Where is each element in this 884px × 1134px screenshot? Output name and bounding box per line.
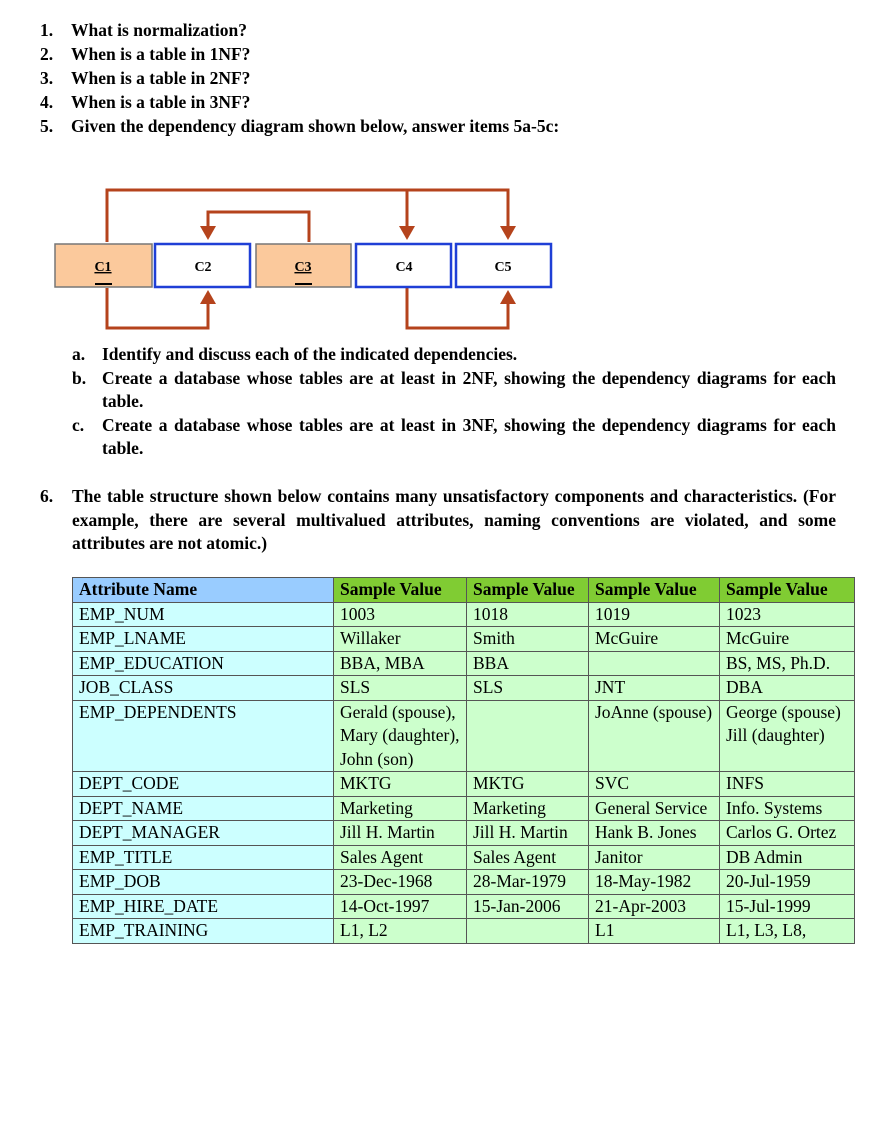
sample-value-cell: Gerald (spouse), Mary (daughter), John (son) bbox=[334, 700, 467, 772]
attribute-name-cell: EMP_LNAME bbox=[73, 627, 334, 652]
sample-value-cell: Sales Agent bbox=[467, 845, 589, 870]
table-row bbox=[73, 627, 855, 652]
attribute-name-cell: DEPT_NAME bbox=[73, 796, 334, 821]
sample-value-cell: SVC bbox=[589, 772, 720, 797]
question-number: 4. bbox=[40, 92, 54, 112]
table-row bbox=[73, 651, 855, 676]
sample-value-cell: L1, L3, L8, bbox=[720, 919, 855, 944]
question-number: 5. bbox=[40, 116, 54, 136]
attribute-name-cell: EMP_TRAINING bbox=[73, 919, 334, 944]
cell-label-c3: C3 bbox=[294, 260, 312, 275]
sample-value-cell: Janitor bbox=[589, 845, 720, 870]
sample-value-cell: Willaker bbox=[334, 627, 467, 652]
sample-value-cell: 18-May-1982 bbox=[589, 870, 720, 895]
sample-value-cell: Marketing bbox=[334, 796, 467, 821]
attribute-name-cell: EMP_DOB bbox=[73, 870, 334, 895]
column-header: Attribute Name bbox=[73, 578, 334, 603]
sample-value-cell: 1003 bbox=[334, 602, 467, 627]
attribute-table bbox=[72, 577, 855, 944]
sample-value-cell bbox=[467, 700, 589, 772]
column-header: Sample Value bbox=[720, 578, 855, 603]
sample-value-cell: MKTG bbox=[467, 772, 589, 797]
sample-value-cell: 28-Mar-1979 bbox=[467, 870, 589, 895]
question-text: When is a table in 1NF? bbox=[71, 44, 251, 64]
column-header: Sample Value bbox=[589, 578, 720, 603]
table-row bbox=[73, 821, 855, 846]
column-header: Sample Value bbox=[467, 578, 589, 603]
cell-label-c1: C1 bbox=[94, 260, 112, 275]
attribute-name-cell: EMP_NUM bbox=[73, 602, 334, 627]
sample-value-cell bbox=[589, 651, 720, 676]
sample-value-cell: George (spouse) Jill (daughter) bbox=[720, 700, 855, 772]
table-row bbox=[73, 602, 855, 627]
table-row bbox=[73, 676, 855, 701]
attribute-name-cell: DEPT_MANAGER bbox=[73, 821, 334, 846]
attribute-name-cell: JOB_CLASS bbox=[73, 676, 334, 701]
table-header-row bbox=[73, 578, 855, 603]
sample-value-cell: Jill H. Martin bbox=[467, 821, 589, 846]
sample-value-cell: DB Admin bbox=[720, 845, 855, 870]
sample-value-cell: Marketing bbox=[467, 796, 589, 821]
sample-value-cell: 1018 bbox=[467, 602, 589, 627]
attribute-name-cell: DEPT_CODE bbox=[73, 772, 334, 797]
sub-item-text: Create a database whose tables are at least in 2NF, showing the dependency diagrams for each table. bbox=[102, 367, 836, 411]
sample-value-cell: 1023 bbox=[720, 602, 855, 627]
sample-value-cell: McGuire bbox=[720, 627, 855, 652]
dependency-diagram bbox=[0, 0, 884, 340]
question-text: Given the dependency diagram shown below, answer items 5a-5c: bbox=[71, 116, 560, 136]
sample-value-cell: Jill H. Martin bbox=[334, 821, 467, 846]
sample-value-cell: 23-Dec-1968 bbox=[334, 870, 467, 895]
sample-value-cell: BS, MS, Ph.D. bbox=[720, 651, 855, 676]
sample-value-cell: Sales Agent bbox=[334, 845, 467, 870]
question-text: What is normalization? bbox=[71, 20, 247, 40]
cell-label-c2: C2 bbox=[194, 260, 212, 275]
sample-value-cell: JoAnne (spouse) bbox=[589, 700, 720, 772]
arrowhead-c2-bottom bbox=[200, 290, 216, 304]
arrow-c1-to-c2-partial bbox=[107, 288, 208, 328]
arrow-c3-to-c5-transitive bbox=[407, 288, 508, 328]
table-row bbox=[73, 870, 855, 895]
question-6 bbox=[40, 485, 836, 556]
sample-value-cell bbox=[467, 919, 589, 944]
sample-value-cell: 21-Apr-2003 bbox=[589, 894, 720, 919]
arrow-c3-to-c2 bbox=[208, 212, 309, 242]
sample-value-cell: BBA, MBA bbox=[334, 651, 467, 676]
sample-value-cell: Info. Systems bbox=[720, 796, 855, 821]
question-text: The table structure shown below contains many unsatisfactory components and characteristics. (For example, there are several multivalued attributes, naming conventions are violated, and some attributes are not atomic.) bbox=[72, 486, 836, 553]
sample-value-cell: 15-Jul-1999 bbox=[720, 894, 855, 919]
table-row bbox=[73, 894, 855, 919]
sample-value-cell: 1019 bbox=[589, 602, 720, 627]
sample-value-cell: 20-Jul-1959 bbox=[720, 870, 855, 895]
sample-value-cell: Hank B. Jones bbox=[589, 821, 720, 846]
sub-item bbox=[72, 367, 836, 414]
question-number: 6. bbox=[40, 486, 54, 506]
attribute-name-cell: EMP_HIRE_DATE bbox=[73, 894, 334, 919]
attribute-name-cell: EMP_TITLE bbox=[73, 845, 334, 870]
sub-item-text: Create a database whose tables are at least in 3NF, showing the dependency diagrams for each table. bbox=[102, 414, 836, 458]
column-header: Sample Value bbox=[334, 578, 467, 603]
table-row bbox=[73, 845, 855, 870]
sample-value-cell: JNT bbox=[589, 676, 720, 701]
arrowhead-c5-bottom bbox=[500, 290, 516, 304]
sub-item-letter: a. bbox=[72, 344, 86, 364]
question-text: When is a table in 2NF? bbox=[71, 68, 251, 88]
sub-item-letter: b. bbox=[72, 367, 87, 388]
question-number: 1. bbox=[40, 20, 54, 40]
sample-value-cell: General Service bbox=[589, 796, 720, 821]
table-row bbox=[73, 796, 855, 821]
sub-item-text: Identify and discuss each of the indicated dependencies. bbox=[102, 344, 518, 364]
sub-item bbox=[72, 414, 836, 461]
sample-value-cell: SLS bbox=[334, 676, 467, 701]
sample-value-cell: MKTG bbox=[334, 772, 467, 797]
sample-value-cell: DBA bbox=[720, 676, 855, 701]
sub-item-list bbox=[72, 343, 836, 461]
sample-value-cell: INFS bbox=[720, 772, 855, 797]
sample-value-cell: L1 bbox=[589, 919, 720, 944]
question-text: When is a table in 3NF? bbox=[71, 92, 251, 112]
sample-value-cell: Smith bbox=[467, 627, 589, 652]
attribute-name-cell: EMP_EDUCATION bbox=[73, 651, 334, 676]
sub-item-letter: c. bbox=[72, 414, 85, 435]
sample-value-cell: SLS bbox=[467, 676, 589, 701]
question-number: 3. bbox=[40, 68, 54, 88]
sample-value-cell: Carlos G. Ortez bbox=[720, 821, 855, 846]
arrowhead-c5-top bbox=[500, 226, 516, 240]
table-row bbox=[73, 919, 855, 944]
sample-value-cell: McGuire bbox=[589, 627, 720, 652]
arrowhead-c2-top bbox=[200, 226, 216, 240]
cell-label-c4: C4 bbox=[395, 260, 413, 275]
sample-value-cell: L1, L2 bbox=[334, 919, 467, 944]
table-row bbox=[73, 700, 855, 772]
question-number: 2. bbox=[40, 44, 54, 64]
sample-value-cell: BBA bbox=[467, 651, 589, 676]
sub-item bbox=[72, 343, 836, 367]
sample-value-cell: 14-Oct-1997 bbox=[334, 894, 467, 919]
cell-label-c5: C5 bbox=[494, 260, 512, 275]
attribute-name-cell: EMP_DEPENDENTS bbox=[73, 700, 334, 772]
table-row bbox=[73, 772, 855, 797]
arrowhead-c4-top bbox=[399, 226, 415, 240]
sample-value-cell: 15-Jan-2006 bbox=[467, 894, 589, 919]
